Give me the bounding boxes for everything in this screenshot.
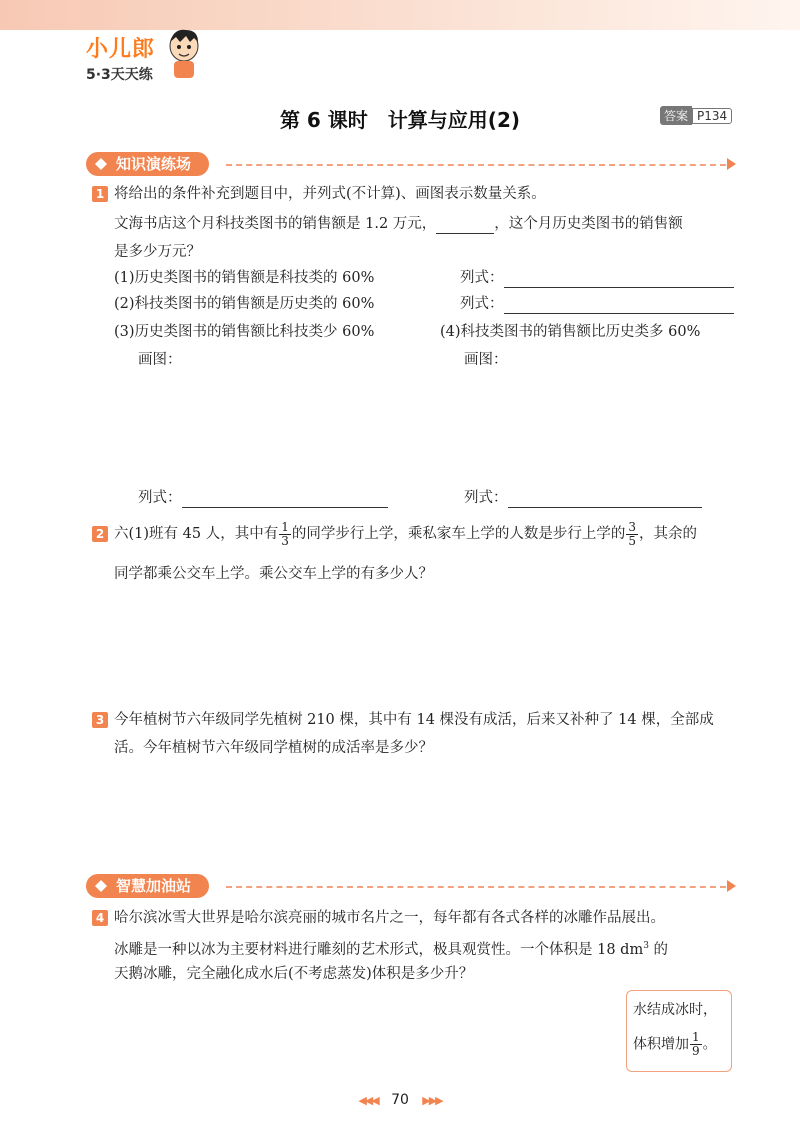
section-header-challenge [86,874,736,900]
q1-formula-1-line[interactable] [504,287,734,288]
q1-blank[interactable] [436,233,494,234]
q1-formula-1: 列式： [460,268,734,288]
question-number-3: 3 [92,712,108,728]
section-divider [226,164,726,166]
q4-line3: 天鹅冰雕，完全融化成水后(不考虑蒸发)体积是多少升？ [114,966,474,982]
brand-logo [78,28,208,88]
boy-mascot-icon [166,28,202,80]
next-arrows-icon: ▶▶▶ [422,1094,442,1107]
answer-label: 答案 [660,106,692,125]
page-number: 70 [391,1092,409,1108]
q1-option-3: (3)历史类图书的销售额比科技类少 60% [114,324,375,340]
sparkle-icon [92,877,110,895]
q4-line2: 冰雕是一种以冰为主要材料进行雕刻的艺术形式，极具观赏性。一个体积是 18 $dm^3$ 的 [114,941,669,958]
section-header-practice [86,152,736,178]
q1-formula-2: 列式： [460,294,734,314]
q2-fraction-2: $\frac{3}{5}$ [628,519,636,548]
q1-formula-4: 列式： [464,488,702,508]
hint-box [626,990,732,1072]
question-number-1: 1 [92,186,108,202]
q4-line1: 哈尔滨冰雪大世界是哈尔滨亮丽的城市名片之一，每年都有各式各样的冰雕作品展出。 [114,910,665,926]
hint-line1: 水结成冰时， [633,1002,717,1018]
q3-line2: 活。今年植树节六年级同学植树的成活率是多少？ [114,740,433,756]
question-number-4: 4 [92,910,108,926]
q1-option-1: (1)历史类图书的销售额是科技类的 60% [114,270,375,286]
q1-stem-line1: 文海书店这个月科技类图书的销售额是 1.2 万元， ，这个月历史类图书的销售额 [114,216,683,232]
hint-line2: 体积增加 $\frac{1}{9}$ 。 [633,1030,717,1058]
section-title: 知识演练场 [86,152,209,176]
answer-page: P134 [692,108,732,124]
hint-fraction: $\frac{1}{9}$ [692,1030,700,1058]
q2-line2: 同学都乘公交车上学。乘公交车上学的有多少人？ [114,566,433,582]
arrow-right-icon [727,880,736,892]
q3-line1: 今年植树节六年级同学先植树 210 棵，其中有 14 棵没有成活，后来又补种了 14 棵，全部成 [114,712,714,728]
prev-arrows-icon: ◀◀◀ [358,1094,378,1107]
q1-formula-2-line[interactable] [504,313,734,314]
brand-title: 小儿郎 [86,37,156,62]
answer-reference [660,106,732,125]
q1-option-4: (4)科技类图书的销售额比历史类多 60% [440,324,701,340]
q1-formula-3: 列式： [138,488,388,508]
brand-series: 5·3天天练 [86,67,153,83]
top-decoration-band [0,0,800,30]
q1-draw-label-4: 画图： [464,352,508,368]
q1-option-2: (2)科技类图书的销售额是历史类的 60% [114,296,375,312]
q1-formula-4-line[interactable] [508,507,702,508]
lesson-title: 第 6 课时 计算与应用(2) [279,108,521,132]
section-divider [226,886,726,888]
q1-stem-line2: 是多少万元？ [114,244,201,260]
q2-line1: 六(1)班有 45 人，其中有 $\frac{1}{3}$ 的同学步行上学，乘私家车上学的人数是步行上学的 $\frac{3}{5}$ ，其余的 [114,519,697,548]
page-footer [0,1092,800,1108]
q2-fraction-1: $\frac{1}{3}$ [281,519,289,548]
section-title: 智慧加油站 [86,874,209,898]
question-number-2: 2 [92,526,108,542]
q1-prompt: 将给出的条件补充到题目中，并列式(不计算)、画图表示数量关系。 [114,186,546,202]
arrow-right-icon [727,158,736,170]
q1-draw-label-3: 画图： [138,352,182,368]
q1-formula-3-line[interactable] [182,507,388,508]
sparkle-icon [92,155,110,173]
